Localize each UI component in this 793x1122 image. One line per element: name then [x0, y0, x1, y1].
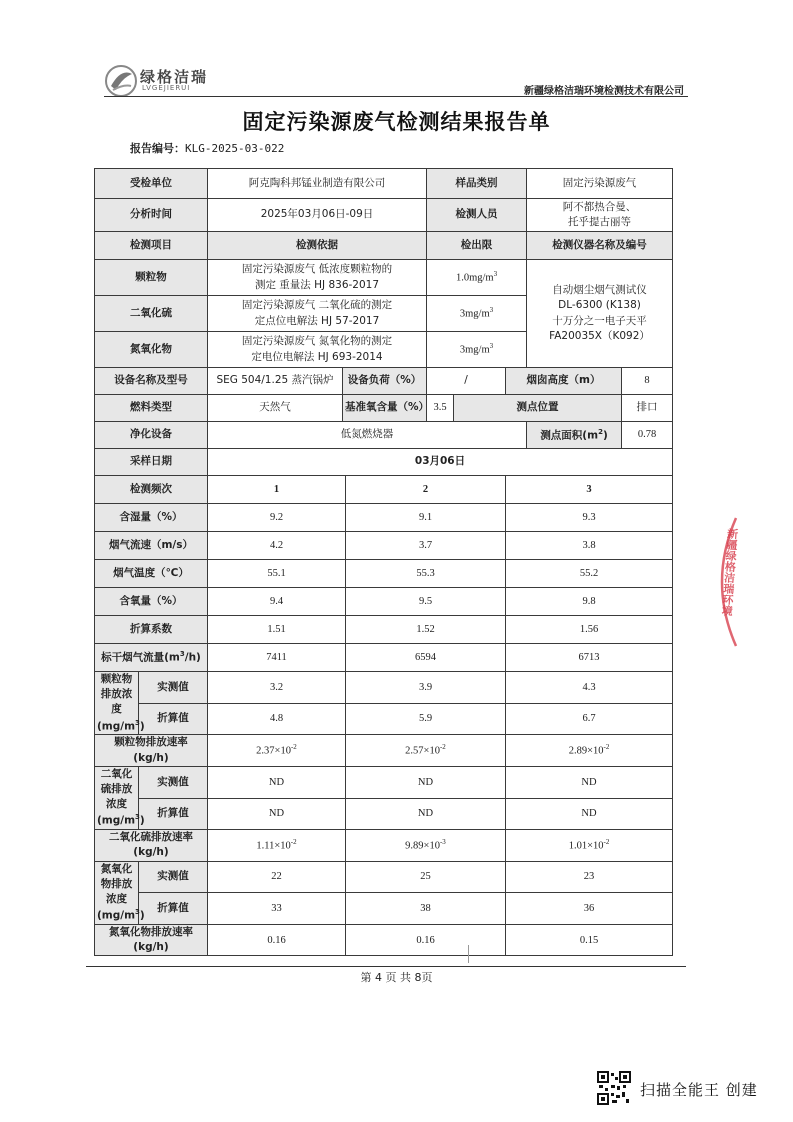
- margin-mark: [468, 945, 469, 963]
- equipment-model-label: 设备名称及型号: [95, 368, 208, 395]
- moisture-2: 9.1: [346, 504, 506, 532]
- seal-text: 新疆绿格洁瑞环境: [719, 527, 740, 617]
- equipment-load-value: /: [427, 368, 506, 395]
- oxygen-row: [95, 588, 673, 616]
- analysis-row: [95, 199, 673, 232]
- method-item: 二氧化硫: [95, 296, 208, 332]
- nox-measured-2: 25: [346, 861, 506, 893]
- so2-rate-label: 二氧化硫排放速率(kg/h): [95, 830, 208, 861]
- equipment-load-label: 设备负荷（%）: [343, 368, 427, 395]
- report-number-value: KLG-2025-03-022: [185, 142, 285, 155]
- flow-2: 6594: [346, 644, 506, 672]
- so2-rate-row: [95, 830, 673, 861]
- so2-measured-3: ND: [506, 766, 673, 798]
- pm-converted-1: 4.8: [208, 703, 346, 735]
- client-value: 阿克陶科邦锰业制造有限公司: [208, 169, 427, 199]
- scanner-watermark: 扫描全能王 创建: [640, 1081, 758, 1099]
- inspector-line-1: 阿不都热合曼、: [562, 200, 637, 213]
- oxygen-label: 含氧量（%）: [95, 588, 208, 616]
- method-basis-line-1: 固定污染源废气 氮氧化物的测定: [241, 335, 393, 348]
- velocity-label: 烟气流速（m/s）: [95, 532, 208, 560]
- frequency-1: 1: [208, 476, 346, 504]
- sampling-date-value: 03月06日: [208, 449, 673, 476]
- nox-measured-1: 22: [208, 861, 346, 893]
- pm-rate-1: [208, 735, 346, 766]
- method-header-row: [95, 232, 673, 260]
- analysis-time-label: 分析时间: [95, 199, 208, 232]
- nox-converted-3: 36: [506, 893, 673, 925]
- frequency-label: 检测频次: [95, 476, 208, 504]
- frequency-2: 2: [346, 476, 506, 504]
- pm-rate-3-exp: -2: [603, 743, 610, 752]
- nox-converted-1: 33: [208, 893, 346, 925]
- so2-measured-2: ND: [346, 766, 506, 798]
- so2-converted-3: ND: [506, 798, 673, 830]
- nox-rate-row: [95, 925, 673, 956]
- flow-label: [95, 644, 208, 672]
- stack-height-value: 8: [622, 368, 673, 395]
- method-limit: [427, 260, 527, 296]
- purify-device-value: 低氮燃烧器: [208, 422, 527, 449]
- factor-2: 1.52: [346, 616, 506, 644]
- temperature-2: 55.3: [346, 560, 506, 588]
- velocity-row: [95, 532, 673, 560]
- inspector-value: [527, 199, 673, 232]
- flow-label-end: /h): [184, 651, 201, 664]
- pm-measured-1: 3.2: [208, 672, 346, 704]
- pm-rate-1-base: 2.37×10: [256, 745, 291, 757]
- pm-converted-row: [95, 703, 673, 735]
- moisture-label: 含湿量（%）: [95, 504, 208, 532]
- pm-converted-2: 5.9: [346, 703, 506, 735]
- point-area-label-end: ): [602, 429, 608, 442]
- sampling-point-label: 测点位置: [454, 395, 622, 422]
- method-basis-header: 检测依据: [208, 232, 427, 260]
- so2-conc-label-line-2: 浓度$(mg/m^3)$: [97, 798, 145, 827]
- measured-label: 实测值: [139, 861, 208, 893]
- so2-converted-row: [95, 798, 673, 830]
- moisture-1: 9.2: [208, 504, 346, 532]
- pm-rate-2-exp: -2: [439, 743, 446, 752]
- pm-measured-3: 4.3: [506, 672, 673, 704]
- nox-measured-3: 23: [506, 861, 673, 893]
- measured-label: 实测值: [139, 672, 208, 704]
- instrument-line-4: FA20035X（K092）: [549, 329, 650, 342]
- sample-type-value: 固定污染源废气: [527, 169, 673, 199]
- page-number: 第 4 页 共 8页: [360, 971, 433, 984]
- nox-rate-label: 氮氧化物排放速率(kg/h): [95, 925, 208, 956]
- pm-rate-3: [506, 735, 673, 766]
- temperature-row: [95, 560, 673, 588]
- method-limit-value: 3mg/m: [459, 308, 490, 320]
- stack-height-label: 烟囱高度（m）: [506, 368, 622, 395]
- report-number: [130, 140, 284, 156]
- flow-label-sup: 3: [179, 650, 185, 659]
- so2-rate-1: [208, 830, 346, 861]
- company-name: 新疆绿格洁瑞环境检测技术有限公司: [524, 86, 684, 97]
- temperature-3: 55.2: [506, 560, 673, 588]
- instrument-line-2: DL-6300 (K138): [558, 299, 641, 312]
- frequency-row: [95, 476, 673, 504]
- analysis-time-value: 2025年03月06日-09日: [208, 199, 427, 232]
- factor-1: 1.51: [208, 616, 346, 644]
- oxygen-2: 9.5: [346, 588, 506, 616]
- ref-oxygen-label: 基准氧含量（%）: [343, 395, 427, 422]
- so2-rate-1-exp: -2: [290, 838, 297, 847]
- converted-label: 折算值: [139, 703, 208, 735]
- so2-measured-row: [95, 766, 673, 798]
- factor-3: 1.56: [506, 616, 673, 644]
- converted-label: 折算值: [139, 798, 208, 830]
- method-limit: [427, 296, 527, 332]
- method-basis: [208, 260, 427, 296]
- nox-conc-label-line-2: 浓度$(mg/m^3)$: [97, 893, 145, 922]
- logo-english-text: LVGEJIERUI: [142, 84, 191, 92]
- pm-measured-row: [95, 672, 673, 704]
- moisture-3: 9.3: [506, 504, 673, 532]
- so2-conc-label-line-1: 二氧化硫排放: [100, 767, 133, 796]
- method-instrument-header: 检测仪器名称及编号: [527, 232, 673, 260]
- so2-rate-3-exp: -2: [603, 838, 610, 847]
- nox-converted-2: 38: [346, 893, 506, 925]
- pm-conc-label: [95, 672, 145, 735]
- nox-conc-label: [95, 861, 145, 924]
- sampling-date-label: 采样日期: [95, 449, 208, 476]
- client-row: [95, 169, 673, 199]
- method-basis: [208, 296, 427, 332]
- qr-code-icon: [597, 1071, 631, 1105]
- moisture-row: [95, 504, 673, 532]
- pm-rate-row: [95, 735, 673, 766]
- so2-rate-2: [346, 830, 506, 861]
- nox-converted-row: [95, 893, 673, 925]
- method-basis-line-2: 定电位电解法 HJ 693-2014: [251, 350, 383, 363]
- pm-rate-2: [346, 735, 506, 766]
- so2-converted-1: ND: [208, 798, 346, 830]
- so2-rate-1-base: 1.11×10: [256, 840, 291, 852]
- so2-rate-2-base: 9.89×10: [405, 840, 440, 852]
- fuel-type-value: 天然气: [208, 395, 343, 422]
- method-basis: [208, 332, 427, 368]
- method-item: 颗粒物: [95, 260, 208, 296]
- so2-measured-1: ND: [208, 766, 346, 798]
- nox-measured-row: [95, 861, 673, 893]
- measured-label: 实测值: [139, 766, 208, 798]
- method-basis-line-1: 固定污染源废气 二氧化硫的测定: [241, 299, 393, 312]
- velocity-3: 3.8: [506, 532, 673, 560]
- method-item: 氮氧化物: [95, 332, 208, 368]
- instrument-line-1: 自动烟尘烟气测试仪: [552, 284, 647, 297]
- so2-converted-2: ND: [346, 798, 506, 830]
- pm-rate-3-base: 2.89×10: [568, 745, 604, 757]
- method-limit-sup: 3: [489, 342, 494, 351]
- purify-device-label: 净化设备: [95, 422, 208, 449]
- logo-mark-icon: [104, 64, 138, 98]
- velocity-2: 3.7: [346, 532, 506, 560]
- header-divider: [104, 96, 688, 97]
- fuel-row: [95, 395, 673, 422]
- client-label: 受检单位: [95, 169, 208, 199]
- nox-rate-2: 0.16: [346, 925, 506, 956]
- flow-3: 6713: [506, 644, 673, 672]
- equipment-row: [95, 368, 673, 395]
- point-area-label-sup: 2: [598, 427, 603, 436]
- so2-rate-3-base: 1.01×10: [568, 840, 604, 852]
- frequency-3: 3: [506, 476, 673, 504]
- instrument-line-3: 十万分之一电子天平: [552, 314, 647, 327]
- flow-1: 7411: [208, 644, 346, 672]
- sampling-date-row: [95, 449, 673, 476]
- converted-label: 折算值: [139, 893, 208, 925]
- method-basis-line-1: 固定污染源废气 低浓度颗粒物的: [241, 263, 393, 276]
- page-title: 固定污染源废气检测结果报告单: [242, 110, 551, 134]
- so2-rate-3: [506, 830, 673, 861]
- point-area-label-text: 测点面积(m: [540, 429, 599, 442]
- nox-rate-1: 0.16: [208, 925, 346, 956]
- pm-conc-label-line-2: 度$(mg/m^3)$: [97, 703, 145, 733]
- pm-rate-2-base: 2.57×10: [405, 745, 440, 757]
- method-row: [95, 260, 673, 296]
- temperature-label: 烟气温度（℃）: [95, 560, 208, 588]
- oxygen-3: 9.8: [506, 588, 673, 616]
- method-limit: [427, 332, 527, 368]
- factor-label: 折算系数: [95, 616, 208, 644]
- fuel-type-label: 燃料类型: [95, 395, 208, 422]
- factor-row: [95, 616, 673, 644]
- method-item-header: 检测项目: [95, 232, 208, 260]
- report-table: [94, 168, 673, 956]
- inspector-line-2: 托乎提古丽等: [568, 216, 632, 228]
- method-limit-sup: 3: [489, 306, 494, 315]
- so2-rate-2-exp: -3: [439, 838, 446, 847]
- so2-conc-label: [95, 766, 145, 829]
- pm-measured-2: 3.9: [346, 672, 506, 704]
- purify-row: [95, 422, 673, 449]
- company-logo: [104, 64, 224, 98]
- report-number-label: 报告编号：: [130, 142, 185, 155]
- oxygen-1: 9.4: [208, 588, 346, 616]
- method-limit-header: 检出限: [427, 232, 527, 260]
- sample-type-label: 样品类别: [427, 169, 527, 199]
- ref-oxygen-value: 3.5: [427, 395, 454, 422]
- equipment-model-value: SEG 504/1.25 蒸汽锅炉: [208, 368, 343, 395]
- pm-rate-label: 颗粒物排放速率(kg/h): [95, 735, 208, 766]
- footer-divider: [86, 966, 686, 967]
- logo-chinese-text: 绿格洁瑞: [140, 68, 209, 86]
- nox-rate-3: 0.15: [506, 925, 673, 956]
- flow-row: [95, 644, 673, 672]
- inspector-label: 检测人员: [427, 199, 527, 232]
- nox-conc-label-line-1: 氮氧化物排放: [100, 862, 133, 890]
- method-limit-value: 3mg/m: [459, 344, 490, 356]
- sampling-point-value: 排口: [622, 395, 673, 422]
- method-basis-line-2: 定点位电解法 HJ 57-2017: [254, 314, 380, 327]
- method-limit-sup: 3: [493, 270, 498, 279]
- pm-converted-3: 6.7: [506, 703, 673, 735]
- temperature-1: 55.1: [208, 560, 346, 588]
- method-basis-line-2: 测定 重量法 HJ 836-2017: [254, 278, 380, 291]
- flow-label-text: 标干烟气流量(m: [101, 651, 180, 664]
- method-limit-value: 1.0mg/m: [455, 272, 494, 284]
- instrument-cell: [527, 260, 673, 368]
- point-area-value: 0.78: [622, 422, 673, 449]
- velocity-1: 4.2: [208, 532, 346, 560]
- pm-rate-1-exp: -2: [290, 743, 297, 752]
- point-area-label: [527, 422, 622, 449]
- pm-conc-label-line-1: 颗粒物排放浓: [100, 673, 133, 701]
